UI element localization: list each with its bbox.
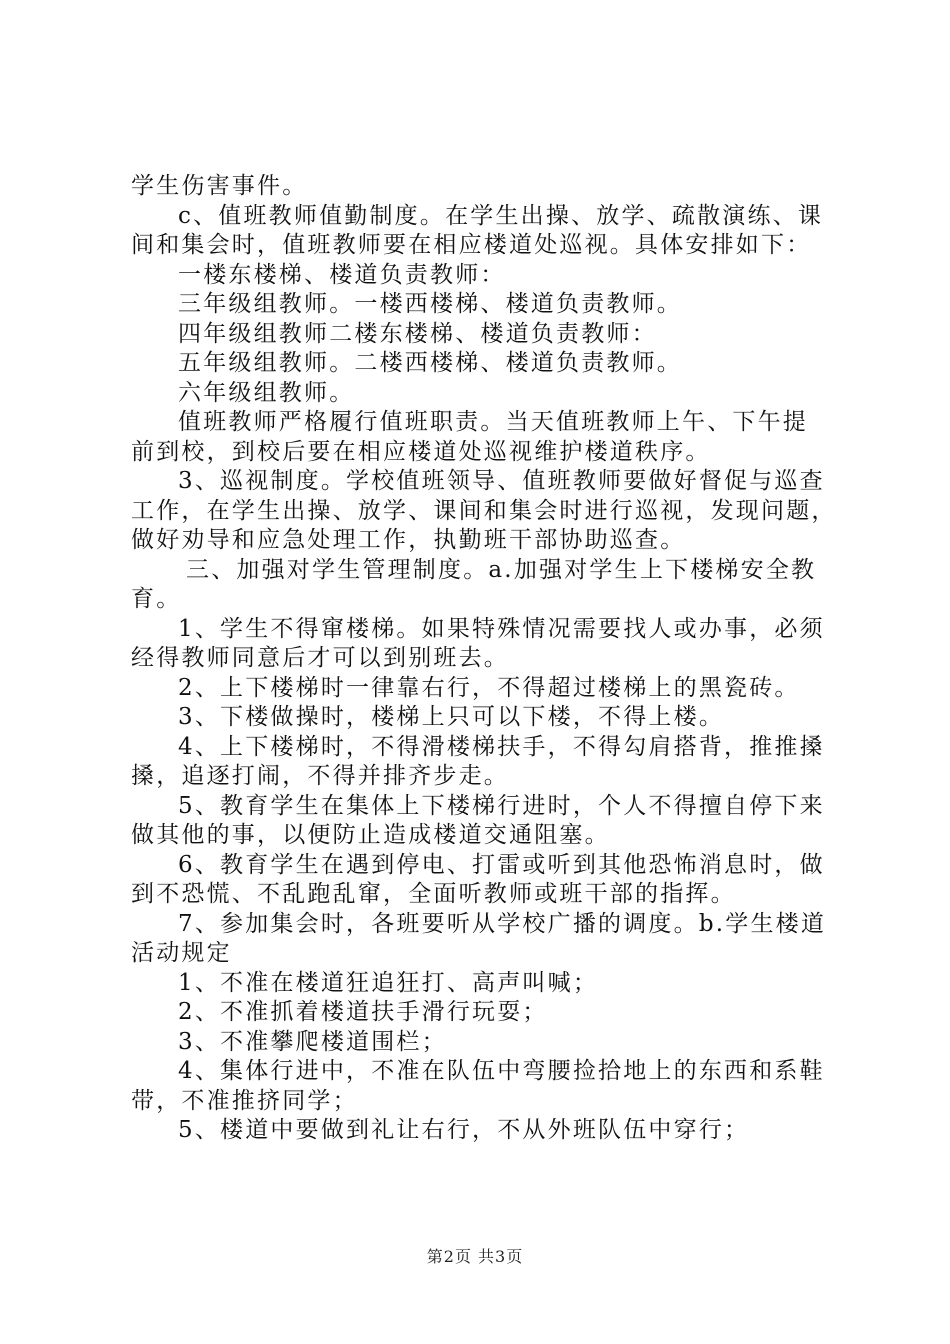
text-line: 三年级组教师。一楼西楼梯、楼道负责教师。 (178, 291, 682, 317)
text-line: c、值班教师值勤制度。在学生出操、放学、疏散演练、课 (178, 202, 824, 229)
text-line: 活动规定 (131, 940, 232, 966)
text-line: 6、教育学生在遇到停电、打雷或听到其他恐怖消息时，做 (178, 851, 825, 878)
text-line: 7、参加集会时，各班要听从学校广播的调度。b.学生楼道 (178, 910, 827, 937)
text-line: 值班教师严格履行值班职责。当天值班教师上午、下午提 (178, 409, 808, 435)
text-line: 4、上下楼梯时，不得滑楼梯扶手，不得勾肩搭背，推推搡 (178, 733, 825, 760)
text-line: 5、楼道中要做到礼让右行，不从外班队伍中穿行； (178, 1117, 750, 1143)
text-line: 到不恐慌、不乱跑乱窜，全面听教师或班干部的指挥。 (131, 881, 736, 907)
text-line: 学生伤害事件。 (131, 173, 308, 199)
text-line: 带，不准推挤同学； (131, 1087, 358, 1114)
text-line: 3、巡视制度。学校值班领导、值班教师要做好督促与巡查 (178, 468, 825, 494)
text-line: 2、不准抓着楼道扶手滑行玩耍； (178, 999, 548, 1025)
text-line: 前到校，到校后要在相应楼道处巡视维护楼道秩序。 (131, 438, 711, 465)
text-line: 2、上下楼梯时一律靠右行，不得超过楼梯上的黑瓷砖。 (178, 674, 800, 701)
text-line: 3、下楼做操时，楼梯上只可以下楼，不得上楼。 (178, 704, 725, 730)
page-footer: 第2页 共3页 (426, 1247, 524, 1266)
text-line: 四年级组教师二楼东楼梯、楼道负责教师： (178, 320, 657, 347)
text-line: 5、教育学生在集体上下楼梯行进时，个人不得擅自停下来 (178, 792, 825, 819)
text-line: 一楼东楼梯、楼道负责教师： (178, 261, 506, 288)
text-line: 育。 (131, 586, 182, 612)
text-line: 六年级组教师。 (178, 379, 355, 406)
text-line: 4、集体行进中，不准在队伍中弯腰捡拾地上的东西和系鞋 (178, 1058, 825, 1084)
text-line: 五年级组教师。二楼西楼梯、楼道负责教师。 (178, 350, 682, 376)
section-heading-line: 三、加强对学生管理制度。a.加强对学生上下楼梯安全教 (186, 556, 817, 583)
text-line: 经得教师同意后才可以到别班去。 (131, 645, 509, 671)
text-line: 做其他的事，以便防止造成楼道交通阻塞。 (131, 822, 610, 848)
document-body (131, 172, 837, 1146)
text-line: 间和集会时，值班教师要在相应楼道处巡视。具体安排如下： (131, 232, 812, 258)
text-line: 1、不准在楼道狂追狂打、高声叫喊； (178, 969, 599, 996)
text-line: 工作，在学生出操、放学、课间和集会时进行巡视，发现问题， (131, 497, 837, 524)
text-line: 1、学生不得窜楼梯。如果特殊情况需要找人或办事，必须 (178, 615, 825, 642)
text-line: 做好劝导和应急处理工作，执勤班干部协助巡查。 (131, 527, 686, 553)
text-line: 搡，追逐打闹，不得并排齐步走。 (131, 763, 509, 789)
text-line: 3、不准攀爬楼道围栏； (178, 1028, 447, 1055)
